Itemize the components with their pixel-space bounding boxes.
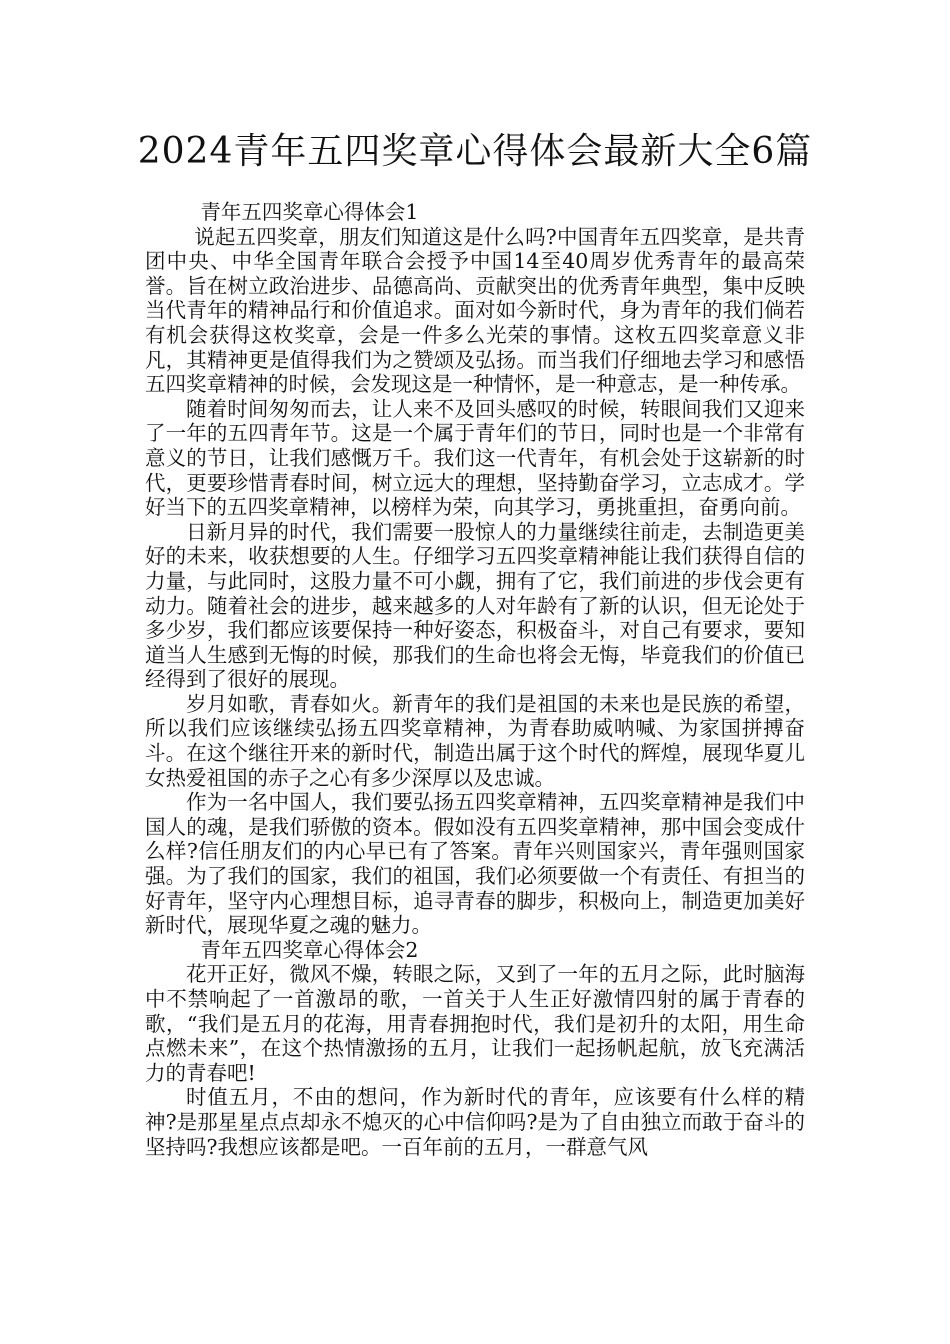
paragraph: 岁月如歌，青春如火。新青年的我们是祖国的未来也是民族的希望，所以我们应该继续弘扬五四奖章精神，为青春助威呐喊、为家国拼搏奋斗。在这个继往开来的新时代，制造出属于这个时代的辉煌，展现华夏儿女热爱祖国的赤子之心有多少深厚以及忠诚。 xyxy=(145,691,805,790)
paragraph: 随着时间匆匆而去，让人来不及回头感叹的时候，转眼间我们又迎来了一年的五四青年节。这是一个属于青年们的节日，同时也是一个非常有意义的节日，让我们感慨万千。我们这一代青年，有机会处于这崭新的时代，更要珍惜青春时间，树立远大的理想，坚持勤奋学习，立志成才。学好当下的五四奖章精神，以榜样为荣，向其学习，勇挑重担，奋勇向前。 xyxy=(145,396,805,520)
section-heading: 青年五四奖章心得体会2 xyxy=(200,937,419,962)
paragraph: 作为一名中国人，我们要弘扬五四奖章精神，五四奖章精神是我们中国人的魂，是我们骄傲的资本。假如没有五四奖章精神，那中国会变成什么样?信任朋友们的内心早已有了答案。青年兴则国家兴，青年强则国家强。为了我们的国家，我们的祖国，我们必须要做一个有责任、有担当的好青年，坚守内心理想目标，追寻青春的脚步，积极向上，制造更加美好新时代，展现华夏之魂的魅力。 xyxy=(145,790,805,938)
paragraph: 花开正好，微风不燥，转眼之际，又到了一年的五月之际，此时脑海中不禁响起了一首激昂的歌，一首关于人生正好激情四射的属于青春的歌，“我们是五月的花海，用青春拥抱时代，我们是初升的太阳，用生命点燃未来”，在这个热情激扬的五月，让我们一起扬帆起航，放飞充满活力的青春吧! xyxy=(145,962,805,1085)
document-title: 2024青年五四奖章心得体会最新大全6篇 xyxy=(137,131,813,172)
paragraph: 时值五月，不由的想问，作为新时代的青年，应该要有什么样的精神?是那星星点点却永不熄灭的心中信仰吗?是为了自由独立而敢于奋斗的坚持吗?我想应该都是吧。一百年前的五月，一群意气风 xyxy=(145,1085,805,1159)
section-heading: 青年五四奖章心得体会1 xyxy=(200,200,419,224)
document-body xyxy=(145,200,805,1159)
paragraph: 说起五四奖章，朋友们知道这是什么吗?中国青年五四奖章，是共青团中央、中华全国青年联合会授予中国14至40周岁优秀青年的最高荣誉。旨在树立政治进步、品德高尚、贡献突出的优秀青年典型，集中反映当代青年的精神品行和价值追求。面对如今新时代，身为青年的我们倘若有机会获得这枚奖章，会是一件多么光荣的事情。这枚五四奖章意义非凡，其精神更是值得我们为之赞颂及弘扬。而当我们仔细地去学习和感悟五四奖章精神的时候，会发现这是一种情怀，是一种意志，是一种传承。 xyxy=(145,224,805,397)
paragraph: 日新月异的时代，我们需要一股惊人的力量继续往前走，去制造更美好的未来，收获想要的人生。仔细学习五四奖章精神能让我们获得自信的力量，与此同时，这股力量不可小觑，拥有了它，我们前进的步伐会更有动力。随着社会的进步，越来越多的人对年龄有了新的认识，但无论处于多少岁，我们都应该要保持一种好姿态，积极奋斗，对自己有要求，要知道当人生感到无悔的时候，那我们的生命也将会无悔，毕竟我们的价值已经得到了很好的展现。 xyxy=(145,519,805,692)
